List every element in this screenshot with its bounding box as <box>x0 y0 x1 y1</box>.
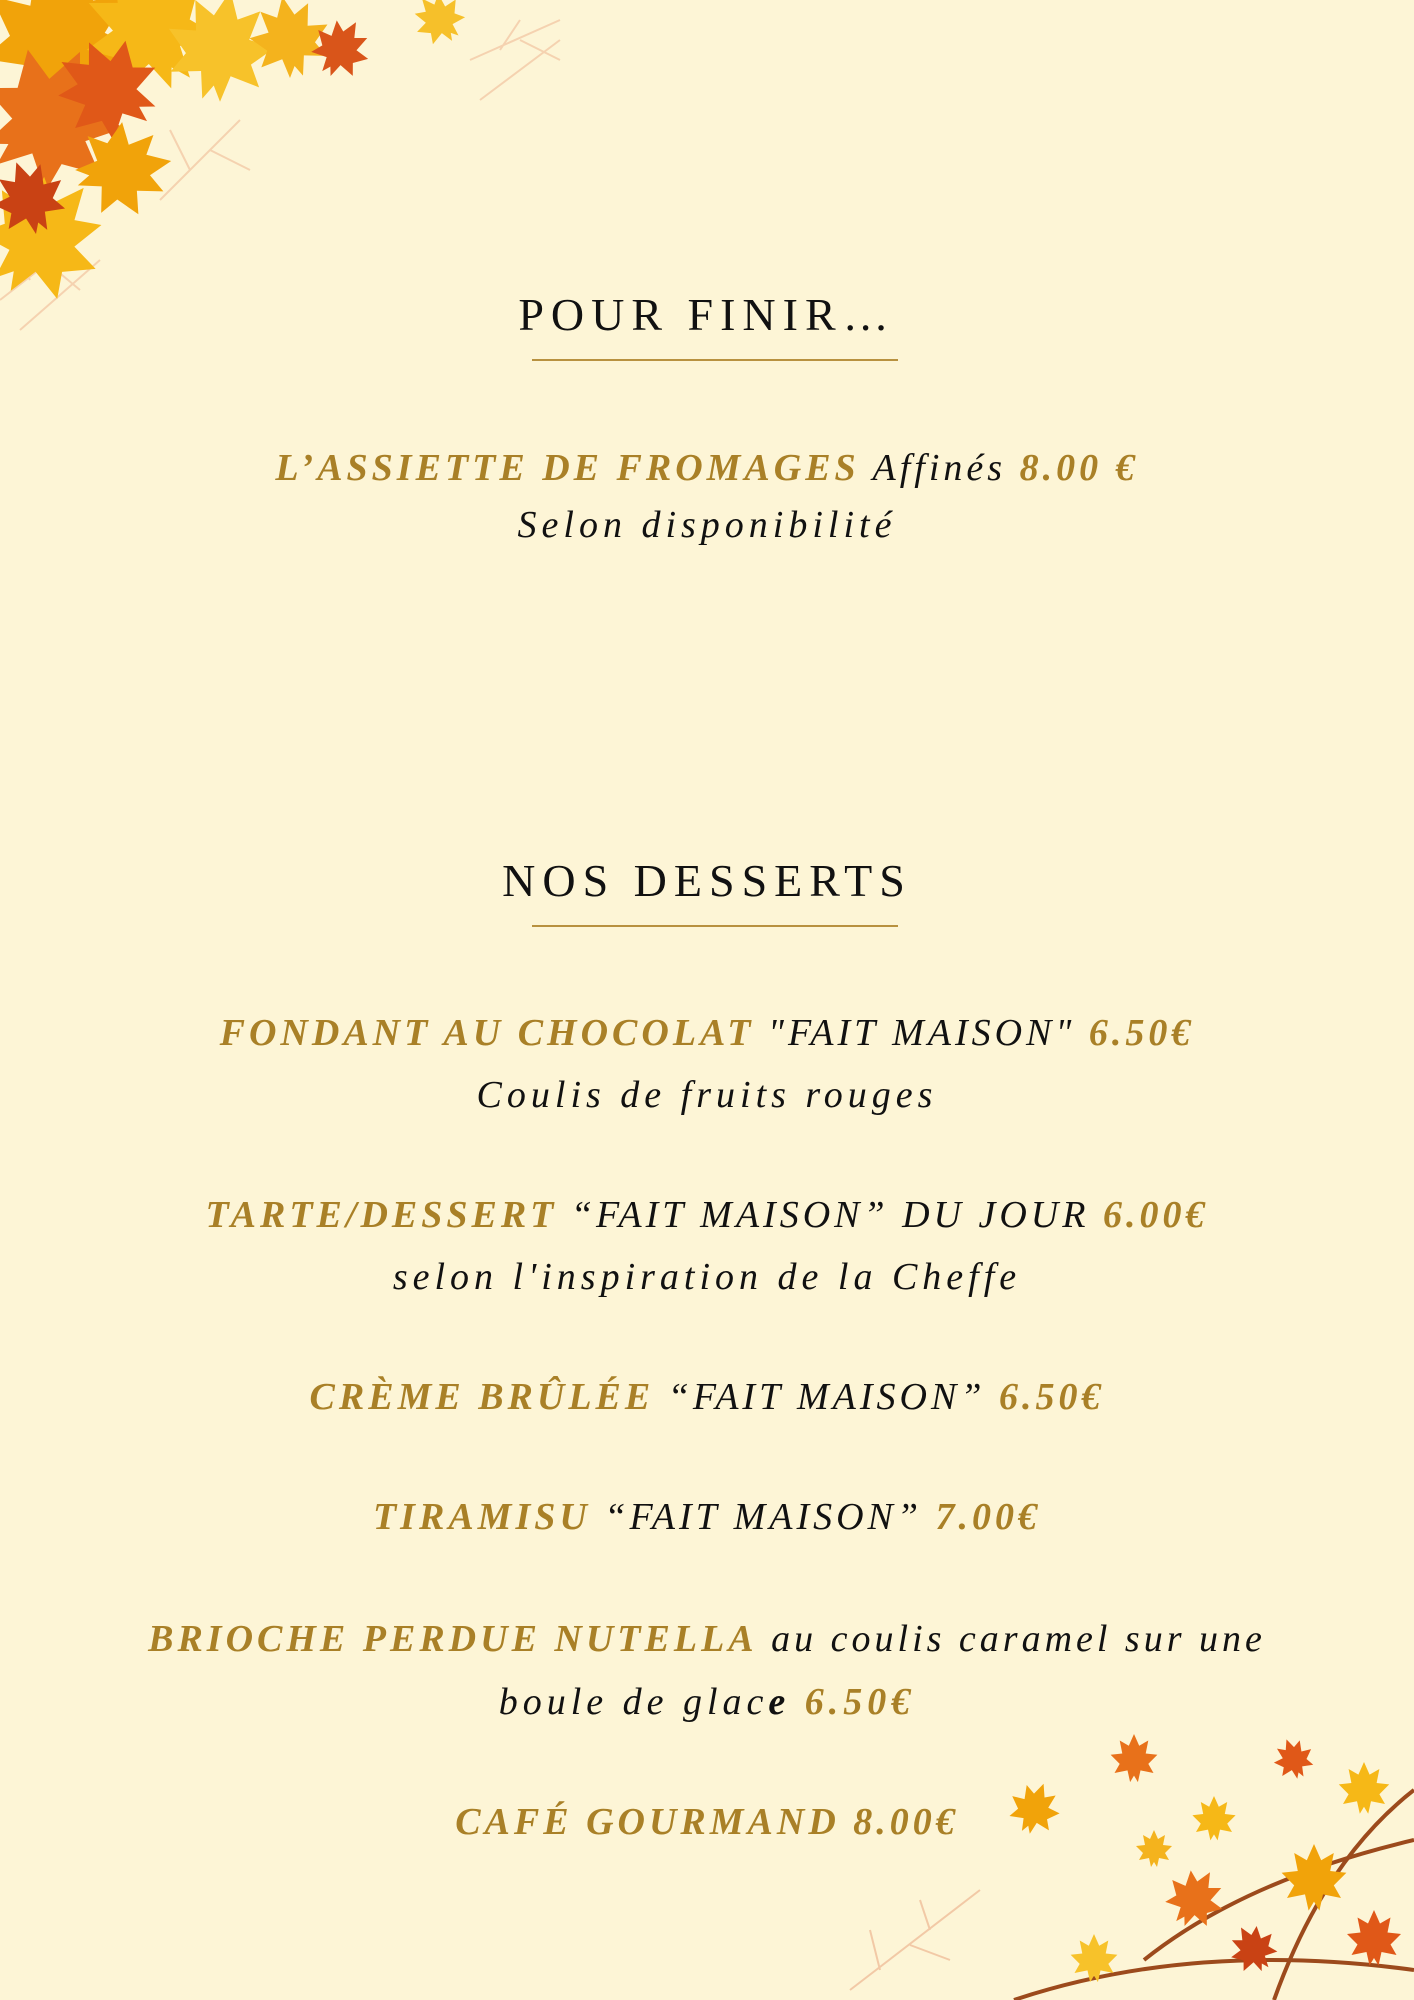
menu-item-brioche <box>0 1617 1414 1661</box>
menu-item-fromages <box>0 446 1414 490</box>
item-suffix: “FAIT MAISON” DU JOUR <box>570 1194 1090 1236</box>
section-title-pour-finir: POUR FINIR… <box>518 289 896 340</box>
twig-sketch <box>840 1880 1000 2000</box>
item-description: Coulis de fruits rouges <box>476 1074 938 1116</box>
item-price: 6.00€ <box>1102 1194 1209 1236</box>
menu-item-tarte <box>0 1193 1414 1237</box>
item-name: CRÈME BRÛLÉE <box>309 1376 655 1418</box>
item-suffix: "FAIT MAISON" <box>768 1012 1076 1054</box>
desc-part: boule de glac <box>498 1681 769 1723</box>
item-price: 8.00 € <box>1019 447 1139 489</box>
menu-item-cafe-gourmand <box>0 1800 1414 1844</box>
item-suffix: Affinés <box>872 447 1007 489</box>
item-price: 6.50€ <box>998 1376 1105 1418</box>
item-suffix: “FAIT MAISON” <box>604 1496 923 1538</box>
menu-item-fondant <box>0 1011 1414 1055</box>
item-suffix: “FAIT MAISON” <box>667 1376 986 1418</box>
item-suffix: au coulis caramel sur une <box>771 1618 1266 1660</box>
item-price: 7.00€ <box>935 1496 1042 1538</box>
item-name: TIRAMISU <box>372 1496 591 1538</box>
item-price: 6.50€ <box>1088 1012 1195 1054</box>
item-name: L’ASSIETTE DE FROMAGES <box>275 447 860 489</box>
item-description <box>0 1680 1414 1724</box>
item-name: BRIOCHE PERDUE NUTELLA <box>148 1618 758 1660</box>
item-price: 6.50€ <box>804 1681 916 1723</box>
item-price: 8.00€ <box>853 1801 959 1843</box>
item-name: CAFÉ GOURMAND <box>455 1801 840 1843</box>
menu-item-creme-brulee <box>0 1375 1414 1419</box>
menu-item-tiramisu <box>0 1495 1414 1539</box>
item-name: FONDANT AU CHOCOLAT <box>219 1012 755 1054</box>
item-description: Selon disponibilité <box>517 504 897 546</box>
item-name: TARTE/DESSERT <box>205 1194 558 1236</box>
title-divider <box>532 925 898 927</box>
desc-part-bold: e <box>768 1681 791 1723</box>
title-divider <box>532 359 898 361</box>
item-description: selon l'inspiration de la Cheffe <box>392 1256 1022 1298</box>
section-title-desserts: NOS DESSERTS <box>502 855 912 906</box>
